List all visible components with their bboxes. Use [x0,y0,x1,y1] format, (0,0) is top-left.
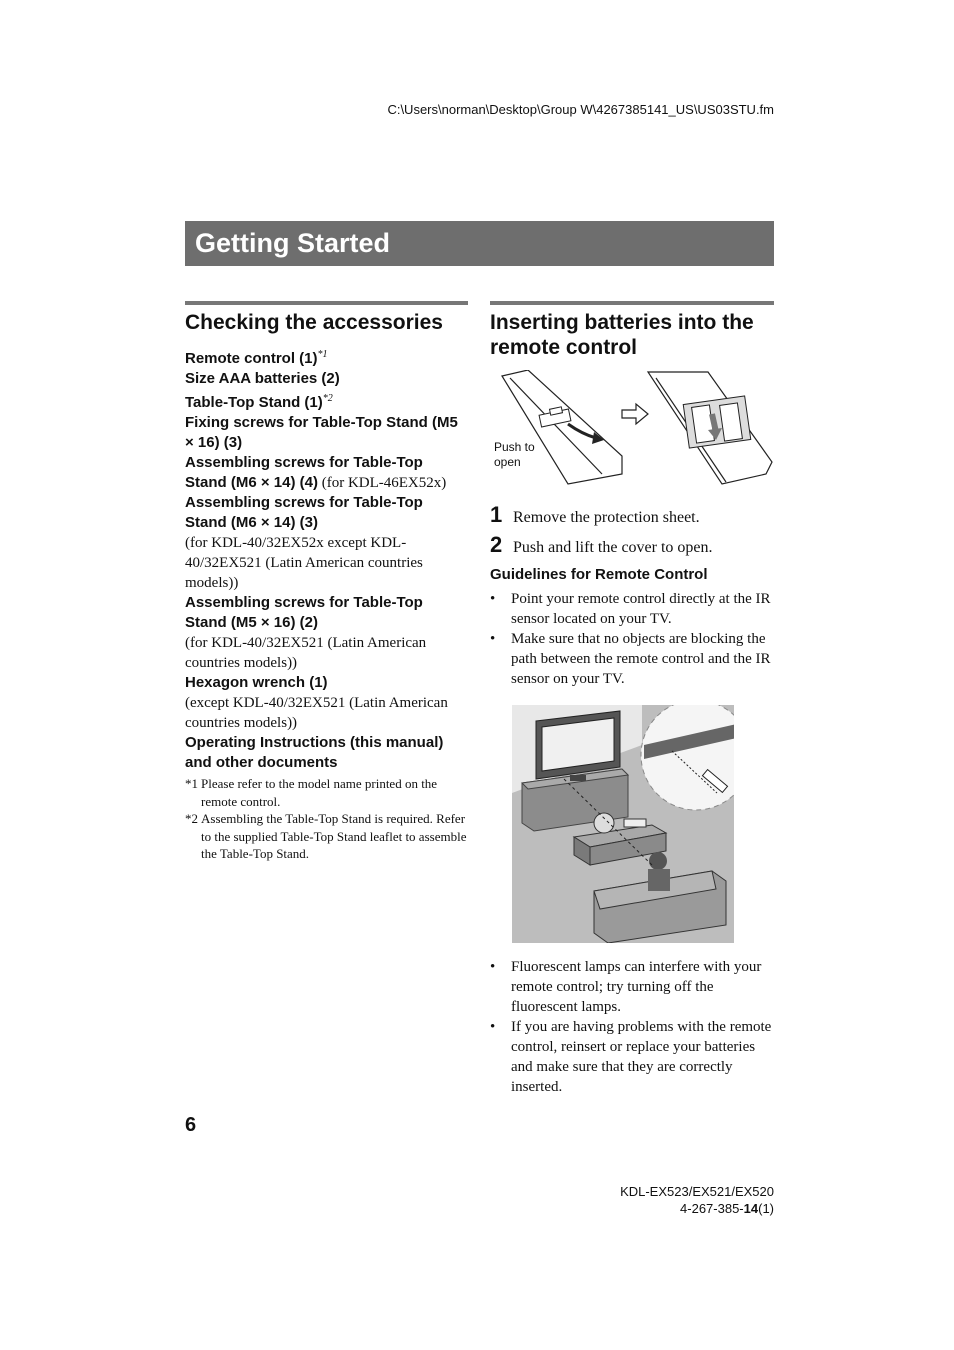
battery-cover-illustration [490,370,774,498]
footnotes [185,775,468,863]
remote-battery-figure [490,370,774,498]
section-rule [185,301,468,305]
accessory-item: Hexagon wrench (1) [185,674,328,691]
accessories-section [185,301,468,863]
accessory-note-text: (for KDL-40/32EX52x except KDL-40/32EX521 (Latin American countries models)) [185,535,423,591]
file-path-header: C:\Users\norman\Desktop\Group W\4267385141_US\US03STU.fm [387,102,774,117]
step-2: 2 Push and lift the cover to open. [490,532,713,557]
guidelines-list-bottom [490,957,774,1097]
footer [620,1183,774,1217]
section-rule [490,301,774,305]
accessory-item: Table-Top Stand $(1)^{*2}$ [185,393,333,411]
section-banner [185,221,774,266]
footer-code: 4-267-385-14(1) [680,1201,774,1216]
footer-model: KDL-EX523/EX521/EX520 [620,1184,774,1199]
push-to-open-label: Push to open [494,440,535,469]
batteries-heading: Inserting batteries into the remote control [490,311,754,359]
guidelines-heading: Guidelines for Remote Control [490,566,708,583]
accessory-item: Assembling screws for Table-Top Stand (M5 × 16) (2) [185,594,423,631]
step-1: 1 Remove the protection sheet. [490,502,700,527]
right-arrow-icon [622,404,648,424]
guideline-item: • Point your remote control directly at the IR sensor located on your TV. [490,589,774,629]
guideline-item: • Make sure that no objects are blocking the path between the remote control and the IR sensor on your TV. [490,629,774,689]
accessory-item: Assembling screws for Table-Top Stand (M6 × 14) (3) [185,494,423,531]
accessory-note-text: (except KDL-40/32EX521 (Latin American countries models)) [185,695,448,731]
footnote: *2 Assembling the Table-Top Stand is required. Refer to the supplied Table-Top Stand leaflet to assemble the Table-Top Stand. [185,811,467,861]
accessory-note-text: (for KDL-40/32EX521 (Latin American countries models)) [185,635,427,671]
tv-remote-usage-figure [512,705,734,943]
accessories-heading: Checking the accessories [185,311,443,334]
living-room-illustration [512,705,734,943]
page-number: 6 [185,1114,197,1136]
batteries-section [490,301,774,1097]
section-title: Getting Started [195,228,391,258]
accessory-item: Fixing screws for Table-Top Stand (M5 × 16) (3) [185,414,458,451]
guideline-item: • If you are having problems with the remote control, reinsert or replace your batteries and make sure that they are correctly inserted. [490,1017,774,1097]
footnote: *1 Please refer to the model name printed on the remote control. [185,776,438,809]
accessory-item: Size AAA batteries (2) [185,370,340,387]
guidelines-list-top [490,589,774,689]
accessory-item: Operating Instructions (this manual) and other documents [185,734,444,771]
guideline-item: • Fluorescent lamps can interfere with your remote control; try turning off the fluorescent lamps. [490,957,774,1017]
accessory-item: Remote control $(1)^{*1}$ [185,349,328,367]
accessory-item: Assembling screws for Table-Top Stand (M6 × 14) (4) (for KDL-46EX52x) [185,454,447,491]
